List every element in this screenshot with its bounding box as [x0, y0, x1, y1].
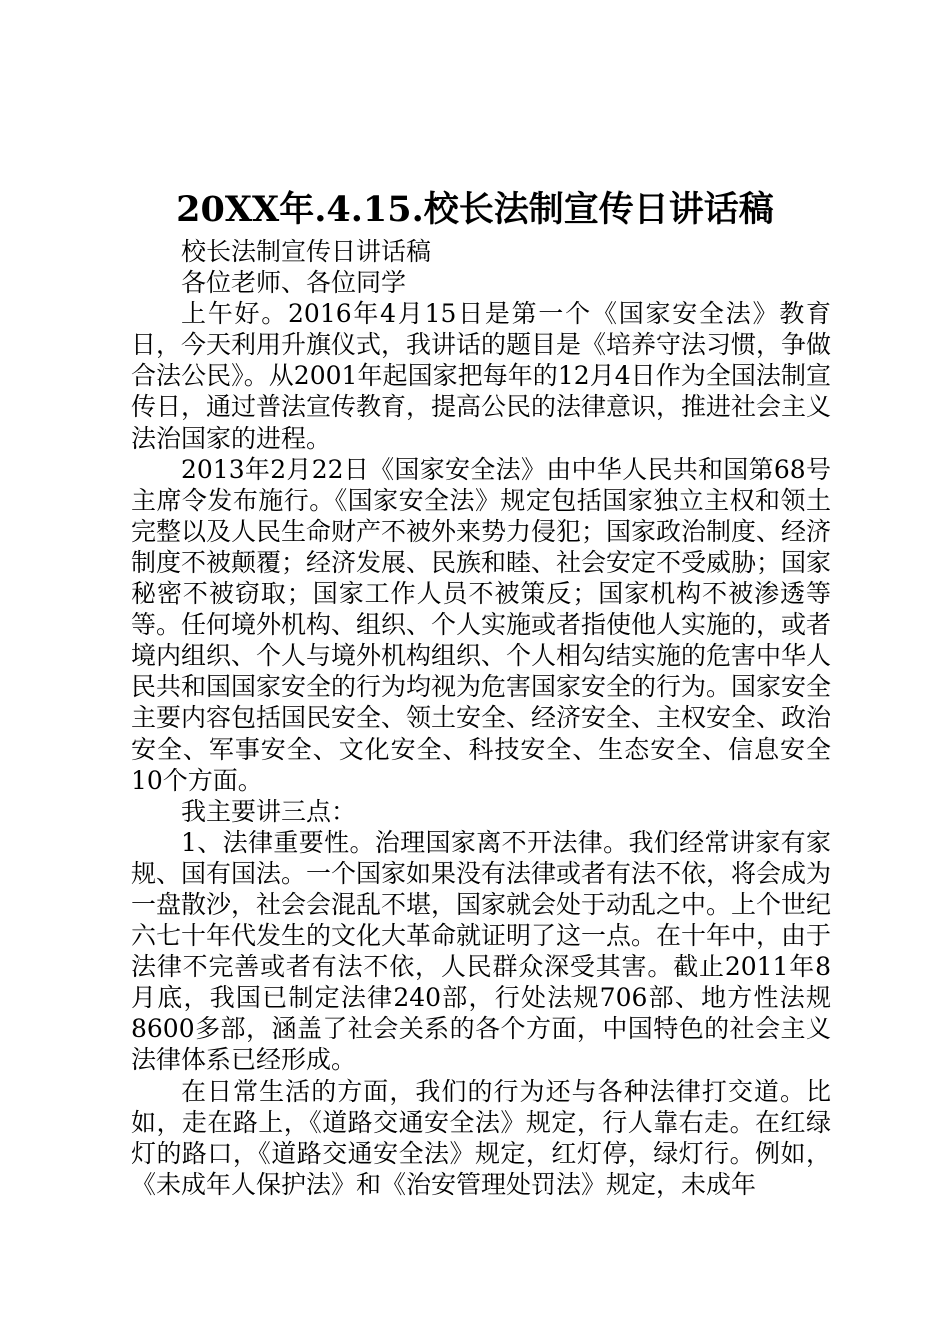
paragraph-daily-life: 在日常生活的方面，我们的行为还与各种法律打交道。比如，走在路上，《道路交通安全法》规定，行人靠右走。在红绿灯的路口，《道路交通安全法》规定，红灯停，绿灯行。例如，《未成年人保护法》和《治安管理处罚法》规定，未成年: [131, 1076, 831, 1199]
paragraph-heading-repeat: 校长法制宣传日讲话稿: [181, 237, 432, 266]
document-title: 20XX年.4.15.校长法制宣传日讲话稿: [176, 189, 774, 230]
paragraph-greeting: 上午好。2016年4月15日是第一个《国家安全法》教育日，今天利用升旗仪式，我讲话的题目是《培养守法习惯，争做合法公民》。从2001年起国家把每年的12月4日作为全国法制宣传日，通过普法宣传教育，提高公民的法律意识，推进社会主义法治国家的进程。: [131, 299, 832, 453]
paragraph-three-points-intro: 我主要讲三点：: [181, 796, 357, 826]
paragraph-salutation: 各位老师、各位同学: [181, 268, 407, 298]
document-body: [131, 236, 831, 1200]
paragraph-point-one: 1、法律重要性。治理国家离不开法律。我们经常讲家有家规、国有国法。一个国家如果没有法律或者有法不依，将会成为一盘散沙，社会会混乱不堪，国家就会处于动乱之中。上个世纪六七十年代发生的文化大革命就证明了这一点。在十年中，由于法律不完善或者有法不依，人民群众深受其害。截止2011年8月底，我国已制定法律240部，行处法规706部、地方性法规8600多部，涵盖了社会关系的各个方面，中国特色的社会主义法律体系已经形成。: [131, 827, 832, 1075]
paragraph-national-security-law: 2013年2月22日《国家安全法》由中华人民共和国第68号主席令发布施行。《国家安全法》规定包括国家独立主权和领土完整以及人民生命财产不被外来势力侵犯；国家政治制度、经济制度不被颠覆；经济发展、民族和睦、社会安定不受威胁；国家秘密不被窃取；国家工作人员不被策反；国家机构不被渗透等等。任何境外机构、组织、个人实施或者指使他人实施的，或者境内组织、个人与境外机构组织、个人相勾结实施的危害中华人民共和国国家安全的行为均视为危害国家安全的行为。国家安全主要内容包括国民安全、领土安全、经济安全、主权安全、政治安全、军事安全、文化安全、科技安全、生态安全、信息安全10个方面。: [131, 454, 832, 795]
